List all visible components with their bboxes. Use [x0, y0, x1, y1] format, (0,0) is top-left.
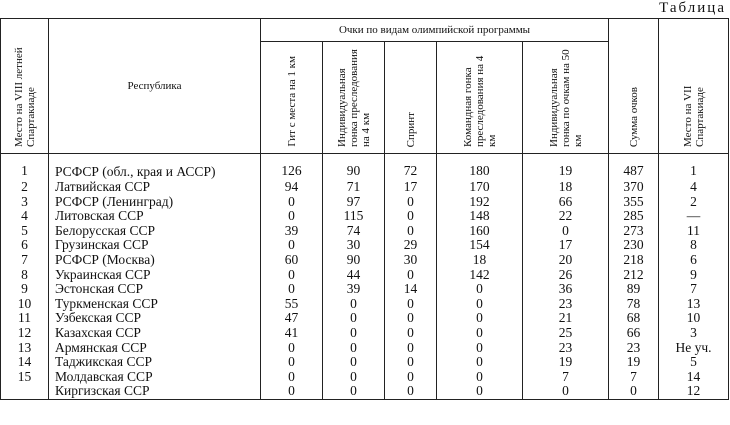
- cell-prev-place: 2: [659, 195, 729, 210]
- cell-place: 7: [1, 253, 49, 268]
- cell-place: 14: [1, 355, 49, 370]
- results-table: [0, 18, 729, 400]
- cell-gate: 39: [261, 224, 323, 239]
- cell-republic: Грузинская ССР: [49, 238, 261, 253]
- cell-republic: Литовская ССР: [49, 209, 261, 224]
- cell-race50: 0: [523, 384, 609, 399]
- table-row: [1, 209, 729, 224]
- cell-sprint: 0: [385, 370, 437, 385]
- cell-republic: Украинская ССР: [49, 268, 261, 283]
- cell-race50: 36: [523, 282, 609, 297]
- cell-sprint: 0: [385, 384, 437, 399]
- cell-sum: 355: [609, 195, 659, 210]
- table-row: [1, 311, 729, 326]
- cell-team-pursuit: 180: [437, 154, 523, 181]
- cell-gate: 0: [261, 370, 323, 385]
- cell-republic: Туркменская ССР: [49, 297, 261, 312]
- cell-prev-place: 12: [659, 384, 729, 399]
- cell-pursuit: 90: [323, 154, 385, 181]
- table-row: [1, 341, 729, 356]
- cell-pursuit: 30: [323, 238, 385, 253]
- cell-pursuit: 97: [323, 195, 385, 210]
- table-row: [1, 224, 729, 239]
- cell-republic: Казахская ССР: [49, 326, 261, 341]
- cell-sprint: 0: [385, 311, 437, 326]
- cell-republic: Молдавская ССР: [49, 370, 261, 385]
- cell-prev-place: Не уч.: [659, 341, 729, 356]
- cell-team-pursuit: 0: [437, 370, 523, 385]
- table-row: [1, 268, 729, 283]
- cell-race50: 20: [523, 253, 609, 268]
- cell-race50: 22: [523, 209, 609, 224]
- cell-sum: 230: [609, 238, 659, 253]
- cell-place: 9: [1, 282, 49, 297]
- table-row: [1, 384, 729, 399]
- cell-sum: 23: [609, 341, 659, 356]
- table-row: [1, 195, 729, 210]
- cell-place: 11: [1, 311, 49, 326]
- cell-sprint: 29: [385, 238, 437, 253]
- cell-sum: 19: [609, 355, 659, 370]
- cell-race50: 19: [523, 355, 609, 370]
- cell-sprint: 0: [385, 195, 437, 210]
- cell-republic: Армянская ССР: [49, 341, 261, 356]
- cell-republic: Эстонская ССР: [49, 282, 261, 297]
- cell-prev-place: 5: [659, 355, 729, 370]
- cell-pursuit: 71: [323, 180, 385, 195]
- cell-place: 12: [1, 326, 49, 341]
- cell-pursuit: 0: [323, 297, 385, 312]
- cell-sprint: 0: [385, 224, 437, 239]
- cell-gate: 47: [261, 311, 323, 326]
- cell-sprint: 0: [385, 209, 437, 224]
- cell-place: 1: [1, 154, 49, 181]
- cell-place: 8: [1, 268, 49, 283]
- cell-prev-place: 14: [659, 370, 729, 385]
- cell-team-pursuit: 0: [437, 311, 523, 326]
- cell-sum: 68: [609, 311, 659, 326]
- cell-republic: Таджикская ССР: [49, 355, 261, 370]
- cell-race50: 7: [523, 370, 609, 385]
- table-row: [1, 326, 729, 341]
- table-row: [1, 180, 729, 195]
- header-ind-pursuit: Индивидуальная гонка преследования на 4 км: [323, 42, 385, 154]
- cell-gate: 94: [261, 180, 323, 195]
- cell-place: [1, 384, 49, 399]
- cell-republic: Белорусская ССР: [49, 224, 261, 239]
- cell-prev-place: 1: [659, 154, 729, 181]
- cell-race50: 25: [523, 326, 609, 341]
- table-row: [1, 282, 729, 297]
- cell-sum: 78: [609, 297, 659, 312]
- cell-race50: 23: [523, 341, 609, 356]
- cell-republic: Узбекская ССР: [49, 311, 261, 326]
- cell-place: 15: [1, 370, 49, 385]
- cell-sprint: 17: [385, 180, 437, 195]
- cell-pursuit: 44: [323, 268, 385, 283]
- cell-race50: 26: [523, 268, 609, 283]
- header-republic: Республика: [49, 19, 261, 154]
- header-team-pursuit: Командная гонка преследования на 4 км: [437, 42, 523, 154]
- cell-republic: Латвийская ССР: [49, 180, 261, 195]
- cell-team-pursuit: 192: [437, 195, 523, 210]
- table-row: [1, 297, 729, 312]
- cell-sum: 370: [609, 180, 659, 195]
- cell-race50: 18: [523, 180, 609, 195]
- cell-pursuit: 39: [323, 282, 385, 297]
- cell-prev-place: 13: [659, 297, 729, 312]
- cell-place: 10: [1, 297, 49, 312]
- cell-gate: 0: [261, 209, 323, 224]
- cell-sprint: 0: [385, 297, 437, 312]
- cell-pursuit: 0: [323, 370, 385, 385]
- cell-race50: 17: [523, 238, 609, 253]
- cell-team-pursuit: 0: [437, 384, 523, 399]
- header-group: Очки по видам олимпийской программы: [261, 19, 609, 42]
- cell-team-pursuit: 0: [437, 341, 523, 356]
- cell-pursuit: 74: [323, 224, 385, 239]
- header-place-viii: Место на VIII летней Спартакиаде: [1, 19, 49, 154]
- cell-place: 3: [1, 195, 49, 210]
- cell-gate: 0: [261, 355, 323, 370]
- cell-sum: 218: [609, 253, 659, 268]
- header-place-vii: Место на VII Спартакиаде: [659, 19, 729, 154]
- cell-sum: 7: [609, 370, 659, 385]
- cell-team-pursuit: 0: [437, 297, 523, 312]
- cell-pursuit: 0: [323, 311, 385, 326]
- cell-prev-place: —: [659, 209, 729, 224]
- cell-prev-place: 3: [659, 326, 729, 341]
- cell-sprint: 0: [385, 355, 437, 370]
- cell-team-pursuit: 148: [437, 209, 523, 224]
- cell-sprint: 0: [385, 341, 437, 356]
- cell-place: 2: [1, 180, 49, 195]
- cell-place: 5: [1, 224, 49, 239]
- cell-team-pursuit: 18: [437, 253, 523, 268]
- cell-sprint: 0: [385, 268, 437, 283]
- cell-gate: 0: [261, 282, 323, 297]
- cell-sprint: 0: [385, 326, 437, 341]
- cell-place: 13: [1, 341, 49, 356]
- table-body: [1, 154, 729, 400]
- table-row: [1, 355, 729, 370]
- cell-race50: 19: [523, 154, 609, 181]
- header-sum: Сумма очков: [609, 19, 659, 154]
- cell-gate: 55: [261, 297, 323, 312]
- table-row: [1, 253, 729, 268]
- cell-team-pursuit: 0: [437, 282, 523, 297]
- cell-team-pursuit: 170: [437, 180, 523, 195]
- cell-pursuit: 0: [323, 326, 385, 341]
- cell-republic: РСФСР (Ленинград): [49, 195, 261, 210]
- cell-prev-place: 9: [659, 268, 729, 283]
- cell-team-pursuit: 0: [437, 326, 523, 341]
- cell-sprint: 72: [385, 154, 437, 181]
- table-caption: Таблица: [659, 0, 726, 16]
- cell-team-pursuit: 0: [437, 355, 523, 370]
- cell-sum: 285: [609, 209, 659, 224]
- cell-gate: 126: [261, 154, 323, 181]
- cell-gate: 0: [261, 238, 323, 253]
- cell-sum: 212: [609, 268, 659, 283]
- cell-prev-place: 6: [659, 253, 729, 268]
- cell-prev-place: 8: [659, 238, 729, 253]
- cell-pursuit: 0: [323, 384, 385, 399]
- header-sprint: Спринт: [385, 42, 437, 154]
- header-gate: Гит с места на 1 км: [261, 42, 323, 154]
- cell-prev-place: 4: [659, 180, 729, 195]
- cell-sum: 487: [609, 154, 659, 181]
- cell-race50: 66: [523, 195, 609, 210]
- cell-race50: 21: [523, 311, 609, 326]
- table-row: [1, 154, 729, 181]
- cell-place: 6: [1, 238, 49, 253]
- cell-gate: 60: [261, 253, 323, 268]
- cell-race50: 0: [523, 224, 609, 239]
- cell-pursuit: 0: [323, 341, 385, 356]
- cell-sprint: 14: [385, 282, 437, 297]
- header-ind-race50: Индивидуальная гонка по очкам на 50 км: [523, 42, 609, 154]
- cell-gate: 0: [261, 384, 323, 399]
- cell-republic: РСФСР (обл., края и АССР): [49, 154, 261, 181]
- cell-sum: 66: [609, 326, 659, 341]
- cell-team-pursuit: 154: [437, 238, 523, 253]
- cell-race50: 23: [523, 297, 609, 312]
- cell-sum: 273: [609, 224, 659, 239]
- cell-sum: 89: [609, 282, 659, 297]
- cell-place: 4: [1, 209, 49, 224]
- cell-gate: 0: [261, 268, 323, 283]
- cell-gate: 0: [261, 341, 323, 356]
- cell-gate: 41: [261, 326, 323, 341]
- table-row: [1, 238, 729, 253]
- cell-pursuit: 0: [323, 355, 385, 370]
- cell-team-pursuit: 142: [437, 268, 523, 283]
- cell-republic: Киргизская ССР: [49, 384, 261, 399]
- table-row: [1, 370, 729, 385]
- cell-team-pursuit: 160: [437, 224, 523, 239]
- cell-gate: 0: [261, 195, 323, 210]
- cell-sprint: 30: [385, 253, 437, 268]
- cell-prev-place: 11: [659, 224, 729, 239]
- cell-prev-place: 10: [659, 311, 729, 326]
- cell-republic: РСФСР (Москва): [49, 253, 261, 268]
- cell-pursuit: 115: [323, 209, 385, 224]
- cell-prev-place: 7: [659, 282, 729, 297]
- cell-sum: 0: [609, 384, 659, 399]
- cell-pursuit: 90: [323, 253, 385, 268]
